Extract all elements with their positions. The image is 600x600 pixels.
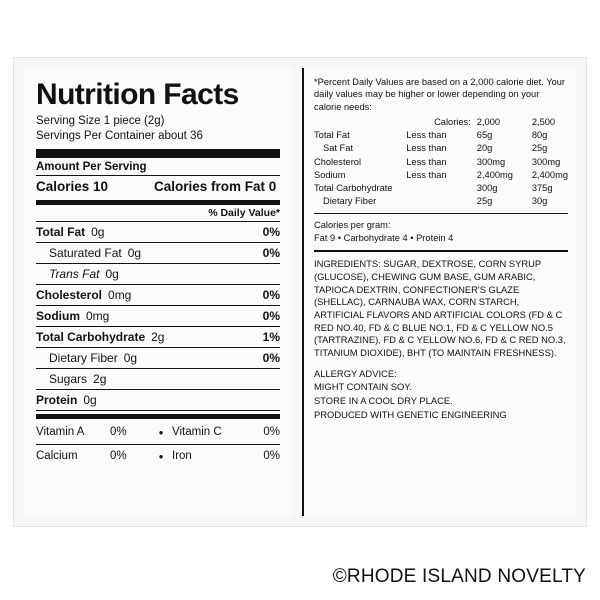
brand-footer	[333, 566, 586, 588]
ingredients-text: SUGAR, DEXTROSE, CORN SYRUP (GLUCOSE), CHEWING GUM BASE, GUM ARABIC, TAPIOCA DEXTRIN, CONFECTIONER'S GLAZE (SHELLAC), CARNAUBA WAX, CORN STARCH, ARTIFICIAL FLAVORS AND ARTIFICIAL COLORS (FD & C RED NO.40, FD & C BLUE NO.1, FD & C YELLOW NO.5 (TARTRAZINE), FD & C YELLOW NO.6, FD & C RED NO.3, TITANIUM DIOXIDE), BHT (TO MAINTAIN FRESHNESS).	[314, 258, 566, 359]
nutrient-amount: 2g	[93, 371, 107, 386]
dv-nutrient-name: Total Fat	[314, 130, 350, 141]
ingredients-block	[314, 258, 568, 360]
nutrient-name	[36, 351, 137, 365]
nutrient-label: Protein	[36, 392, 78, 407]
nutrient-label: Sodium	[36, 308, 80, 323]
nutrition-label-panel	[14, 58, 586, 526]
nutrient-row	[36, 222, 280, 243]
dv-value-2500: 30g	[531, 196, 548, 207]
daily-value-footnote: *Percent Daily Values are based on a 2,000 calorie diet. Your daily values may be higher or lower depending on your calorie needs:	[314, 77, 566, 112]
dv-value-2000: 300g	[476, 183, 498, 194]
ingredients-heading: INGREDIENTS:	[314, 258, 381, 270]
nutrient-amount: 2g	[151, 329, 165, 344]
vitamin-right-name: Vitamin C	[172, 421, 244, 445]
nutrient-daily-value: 0%	[262, 287, 280, 302]
nutrient-label: Saturated Fat	[49, 245, 122, 260]
nutrient-label: Sugars	[49, 371, 88, 386]
nutrient-amount: 0g	[123, 350, 138, 365]
nutrient-amount: 0mg	[86, 308, 110, 323]
dv-header-2000: 2,000	[476, 116, 501, 127]
nutrient-label: Dietary Fiber	[49, 350, 118, 365]
vitamin-left-value: 0%	[110, 450, 127, 463]
dv-reference-row	[314, 168, 568, 181]
vitamin-left-value: 0%	[110, 421, 150, 445]
footnote-ingredients-column	[302, 68, 576, 516]
dv-value-2000: 2,400mg	[476, 169, 513, 180]
nutrient-amount: 0g	[105, 266, 119, 281]
nutrient-name	[36, 288, 131, 302]
nutrient-row	[36, 243, 280, 264]
nutrient-daily-value: 0%	[262, 245, 280, 260]
calories-row	[36, 176, 280, 197]
nutrient-row	[36, 348, 280, 369]
nutrient-label: Cholesterol	[36, 287, 103, 302]
dv-qualifier: Less than	[406, 130, 447, 141]
vitamin-right-value: 0%	[244, 421, 280, 445]
dv-nutrient-name: Total Carbohydrate	[314, 183, 393, 194]
brand-name: RHODE ISLAND NOVELTY	[346, 566, 586, 587]
nutrient-name	[36, 330, 164, 344]
vitamin-right-value: 0%	[263, 450, 280, 463]
serving-size: Serving Size 1 piece (2g)	[36, 115, 165, 127]
dv-header-blank	[314, 115, 406, 128]
nutrient-row	[36, 264, 280, 285]
vitamin-right-name: Iron	[172, 450, 192, 463]
divider-above-calories-per-gram	[314, 213, 568, 214]
calories-per-gram-title: Calories per gram:	[314, 220, 391, 231]
calories-per-gram-values: Fat 9 • Carbohydrate 4 • Protein 4	[314, 232, 454, 243]
nutrient-amount: 0mg	[108, 287, 132, 302]
nutrition-facts-column	[24, 68, 292, 516]
nutrient-row	[36, 306, 280, 327]
calories-from-fat-label: Calories from Fat 0	[154, 178, 277, 194]
dv-value-2500: 25g	[531, 143, 548, 154]
dv-nutrient-name: Dietary Fiber	[323, 196, 377, 207]
dv-nutrient-name: Sodium	[314, 169, 346, 180]
nutrient-list	[36, 222, 280, 411]
nutrient-name	[36, 246, 141, 260]
dv-value-2500: 375g	[531, 183, 553, 194]
vitamin-row	[36, 444, 280, 468]
nutrient-amount: 0g	[127, 245, 142, 260]
vitamin-left-name: Calcium	[36, 450, 78, 463]
divider-above-ingredients	[314, 250, 568, 252]
dv-qualifier	[406, 195, 477, 208]
nutrient-name	[36, 309, 109, 323]
nutrient-daily-value: 0%	[262, 308, 280, 323]
dv-header-calories: Calories:	[434, 116, 471, 127]
dv-qualifier: Less than	[406, 169, 447, 180]
vitamins-table	[36, 421, 280, 468]
nutrient-row	[36, 285, 280, 306]
calories-label: Calories 10	[36, 178, 109, 194]
nutrient-daily-value: 1%	[262, 329, 280, 344]
dv-value-2500: 80g	[531, 130, 548, 141]
dv-nutrient-name: Cholesterol	[314, 156, 362, 167]
bullet-icon: •	[158, 448, 164, 464]
divider-medium-2	[36, 414, 280, 419]
nutrient-label: Trans Fat	[49, 266, 100, 281]
allergy-advice-line-3: PRODUCED WITH GENETIC ENGINEERING	[314, 408, 507, 420]
nutrient-amount: 0g	[83, 392, 97, 407]
dv-value-2000: 300mg	[476, 156, 506, 167]
nutrient-daily-value: 0%	[262, 224, 280, 239]
dv-header-2500: 2,500	[531, 116, 556, 127]
nutrient-name	[36, 225, 104, 239]
servings-per-container: Servings Per Container about 36	[36, 129, 203, 142]
dv-reference-row	[314, 142, 568, 155]
dv-reference-row	[314, 129, 568, 142]
nutrient-name	[36, 372, 106, 386]
divider-thick	[36, 149, 280, 158]
vitamin-row	[36, 421, 280, 445]
dv-table-header-row	[314, 115, 568, 128]
dv-qualifier	[406, 182, 477, 195]
dv-value-2000: 20g	[476, 143, 493, 154]
nutrient-label: Total Fat	[36, 224, 86, 239]
vitamin-left-name: Vitamin A	[36, 421, 110, 445]
dv-value-2000: 65g	[476, 130, 493, 141]
dv-reference-row	[314, 155, 568, 168]
allergy-advice-line-2: STORE IN A COOL DRY PLACE.	[314, 395, 453, 407]
dv-qualifier: Less than	[406, 156, 447, 167]
nutrient-amount: 0g	[91, 224, 105, 239]
dv-value-2500: 300mg	[531, 156, 561, 167]
copyright-icon: ©	[332, 566, 347, 587]
dv-reference-row	[314, 195, 568, 208]
dv-nutrient-name: Sat Fat	[323, 143, 353, 154]
nutrient-name	[36, 267, 119, 281]
daily-value-header: % Daily Value*	[208, 206, 280, 219]
nutrient-row	[36, 369, 280, 390]
allergy-advice-block	[314, 367, 568, 422]
nutrient-row	[36, 327, 280, 348]
bullet-icon: •	[150, 421, 172, 445]
nutrition-facts-title: Nutrition Facts	[36, 78, 239, 111]
dv-value-2500: 2,400mg	[531, 169, 568, 180]
amount-per-serving-label: Amount Per Serving	[36, 160, 147, 173]
allergy-advice-line-0: ALLERGY ADVICE:	[314, 367, 397, 379]
nutrient-row	[36, 390, 280, 411]
nutrient-label: Total Carbohydrate	[36, 329, 146, 344]
nutrient-daily-value: 0%	[262, 350, 280, 365]
allergy-advice-line-1: MIGHT CONTAIN SOY.	[314, 381, 412, 393]
daily-value-table	[314, 115, 568, 208]
dv-value-2000: 25g	[476, 196, 493, 207]
dv-qualifier: Less than	[406, 143, 447, 154]
nutrient-name	[36, 393, 97, 407]
dv-reference-row	[314, 182, 568, 195]
